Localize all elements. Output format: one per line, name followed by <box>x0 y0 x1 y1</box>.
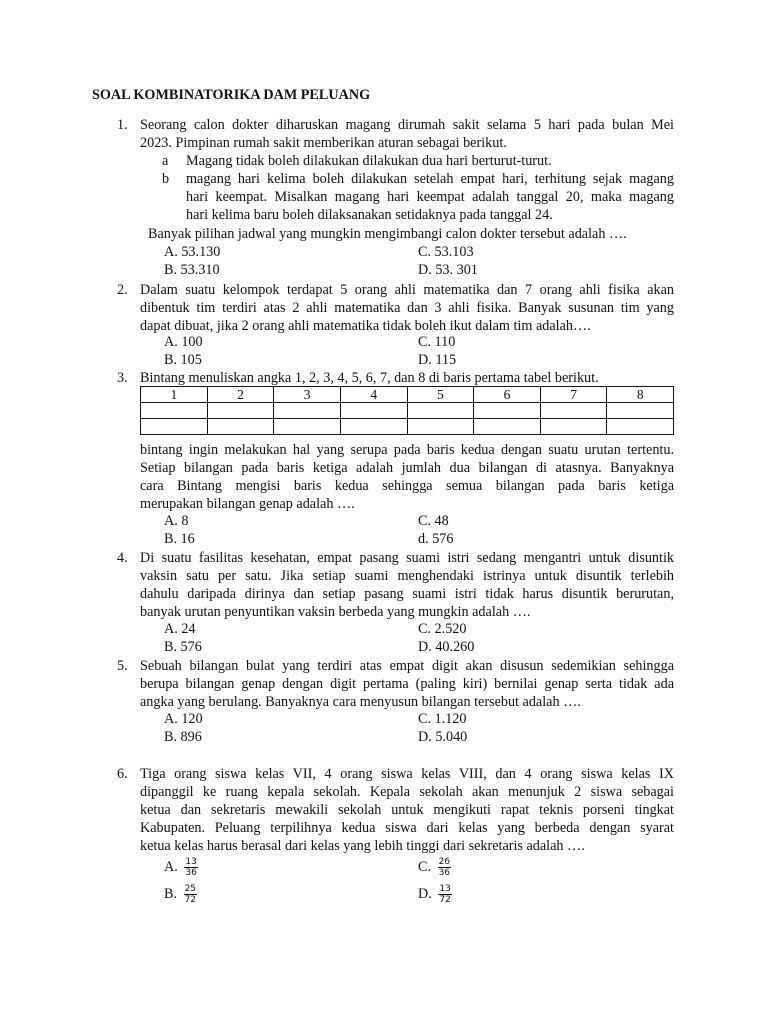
question-text-line: Bintang menuliskan angka 1, 2, 3, 4, 5, 6, 7, dan 8 di baris pertama tabel berikut. <box>140 370 599 386</box>
table-cell <box>141 403 208 419</box>
question-text-line: vaksin satu per satu. Jika setiap suami menghendaki istrinya untuk disuntik terlebih <box>140 568 674 584</box>
table-cell: 6 <box>474 387 541 403</box>
option-c[interactable]: C. 110 <box>418 334 456 350</box>
question-text-line: angka yang berulang. Banyaknya cara menyusun bilangan tersebut adalah …. <box>140 694 581 710</box>
question-text-line: dibentuk tim terdiri atas 2 ahli matematika dan 3 ahli fisika. Banyak susunan tim yang <box>140 300 674 316</box>
question-text-line: Di suatu fasilitas kesehatan, empat pasang suami istri sedang mengantri untuk disuntik <box>140 550 674 566</box>
question-text-line: Kabupaten. Peluang terpilihnya kedua siswa dari kelas yang berbeda dengan syarat <box>140 820 674 836</box>
option-d[interactable]: D. 40.260 <box>418 639 475 655</box>
numerator: 13 <box>185 857 197 867</box>
fraction <box>438 857 451 878</box>
table-cell: 3 <box>274 387 341 403</box>
table-cell: 2 <box>207 387 274 403</box>
option-label: B. <box>164 885 178 902</box>
table-cell: 1 <box>141 387 208 403</box>
option-c[interactable]: C. 48 <box>418 513 449 529</box>
option-d[interactable]: D. 115 <box>418 352 457 368</box>
table-cell <box>407 403 474 419</box>
question-text-line: dipanggil ke ruang kepala sekolah. Kepala sekolah akan menunjuk 2 siswa sebagai <box>140 784 674 800</box>
option-c[interactable] <box>418 857 451 878</box>
table-cell <box>607 419 674 435</box>
option-label: C. <box>418 858 432 875</box>
rule-text: Magang tidak boleh dilakukan dilakukan dua hari berturut-turut. <box>186 153 552 169</box>
denominator: 36 <box>438 868 451 878</box>
question-number: 4. <box>117 550 128 566</box>
option-c[interactable]: C. 2.520 <box>418 621 467 637</box>
question-number: 5. <box>117 658 128 674</box>
option-d[interactable]: D. 53. 301 <box>418 262 478 278</box>
table-cell <box>540 419 607 435</box>
numerator: 13 <box>439 884 451 894</box>
option-b[interactable]: B. 105 <box>164 352 202 368</box>
page-title: SOAL KOMBINATORIKA DAM PELUANG <box>92 87 371 103</box>
option-c[interactable]: C. 53.103 <box>418 244 474 260</box>
numerator: 25 <box>184 884 197 894</box>
option-a[interactable]: A. 24 <box>164 621 196 637</box>
rule-text: hari keempat. Misalkan magang hari keempat adalah tanggal 20, maka magang <box>186 189 674 205</box>
number-table <box>140 386 674 435</box>
table-cell <box>207 403 274 419</box>
question-text-line: cara Bintang mengisi baris kedua sehingga semua bilangan pada baris ketiga <box>140 478 674 494</box>
option-label: A. <box>164 858 178 875</box>
question-text-line: Sebuah bilangan bulat yang terdiri atas empat digit akan disusun sedemikian sehingga <box>140 658 674 674</box>
question-prompt: Banyak pilihan jadwal yang mungkin mengimbangi calon dokter tersebut adalah …. <box>148 226 627 242</box>
table-row <box>141 419 674 435</box>
table-cell <box>540 403 607 419</box>
question-text-line: bintang ingin melakukan hal yang serupa pada baris kedua dengan suatu urutan tertentu. <box>140 442 674 458</box>
numerator: 26 <box>438 857 451 867</box>
option-d[interactable] <box>418 884 452 905</box>
question-number: 2. <box>117 282 128 298</box>
table-cell <box>474 419 541 435</box>
table-cell <box>474 403 541 419</box>
table-cell <box>340 419 407 435</box>
option-b[interactable]: B. 576 <box>164 639 202 655</box>
question-text-line: dahulu daripada dirinya dan setiap pasang suami istri tidak harus disuntik berurutan, <box>140 586 674 602</box>
option-a[interactable]: A. 8 <box>164 513 189 529</box>
question-text-line: dapat dibuat, jika 2 orang ahli matematika tidak boleh ikut dalam tim adalah…. <box>140 318 591 334</box>
denominator: 72 <box>439 895 451 905</box>
rule-text: hari kelima baru boleh dilaksanakan setidaknya pada tanggal 24. <box>186 207 553 223</box>
question-text-line: Dalam suatu kelompok terdapat 5 orang ahli matematika dan 7 orang ahli fisika akan <box>140 282 674 298</box>
option-a[interactable]: A. 100 <box>164 334 203 350</box>
question-text-line: ketua kelas harus berasal dari kelas yang lebih tinggi dari sekretaris adalah …. <box>140 838 585 854</box>
question-text-line: berupa bilangan genap dengan digit pertama (paling kiri) bernilai genap serta tidak ada <box>140 676 674 692</box>
rule-text: magang hari kelima boleh dilakukan setelah empat hari, terhitung sejak magang <box>186 171 674 187</box>
denominator: 72 <box>184 895 197 905</box>
question-text-line: banyak urutan penyuntikan vaksin berbeda yang mungkin adalah …. <box>140 604 531 620</box>
table-cell: 4 <box>340 387 407 403</box>
option-b[interactable] <box>164 884 197 905</box>
option-b[interactable]: B. 53.310 <box>164 262 220 278</box>
table-cell <box>407 419 474 435</box>
table-cell <box>340 403 407 419</box>
table-row <box>141 403 674 419</box>
question-text-line: 2023. Pimpinan rumah sakit memberikan aturan sebagai berikut. <box>140 135 507 151</box>
option-label: D. <box>418 885 432 902</box>
option-b[interactable]: B. 16 <box>164 531 195 547</box>
question-number: 6. <box>117 766 128 782</box>
option-b[interactable]: B. 896 <box>164 729 202 745</box>
table-cell: 7 <box>540 387 607 403</box>
table-cell <box>607 403 674 419</box>
table-cell: 5 <box>407 387 474 403</box>
question-number: 3. <box>117 370 128 386</box>
fraction <box>184 857 197 878</box>
rule-label: b <box>162 171 170 187</box>
option-d[interactable]: d. 576 <box>418 531 454 547</box>
question-text-line: Tiga orang siswa kelas VII, 4 orang siswa kelas VIII, dan 4 orang siswa kelas IX <box>140 766 674 782</box>
option-c[interactable]: C. 1.120 <box>418 711 467 727</box>
option-a[interactable]: A. 53.130 <box>164 244 221 260</box>
fraction <box>184 884 197 905</box>
table-row <box>141 387 674 403</box>
question-text-line: Seorang calon dokter diharuskan magang dirumah sakit selama 5 hari pada bulan Mei <box>140 117 674 133</box>
rule-label: a <box>162 153 169 169</box>
table-cell: 8 <box>607 387 674 403</box>
table-cell <box>141 419 208 435</box>
option-d[interactable]: D. 5.040 <box>418 729 468 745</box>
fraction <box>438 884 451 905</box>
question-text-line: merupakan bilangan genap adalah …. <box>140 496 355 512</box>
question-text-line: ketua dan sekretaris mewakili sekolah untuk mengikuti rapat teknis porseni tingkat <box>140 802 674 818</box>
question-number: 1. <box>117 117 128 133</box>
option-a[interactable] <box>164 857 198 878</box>
option-a[interactable]: A. 120 <box>164 711 203 727</box>
table-cell <box>274 403 341 419</box>
question-text-line: Setiap bilangan pada baris ketiga adalah jumlah dua bilangan di atasnya. Banyaknya <box>140 460 674 476</box>
denominator: 36 <box>185 868 197 878</box>
table-cell <box>274 419 341 435</box>
table-cell <box>207 419 274 435</box>
